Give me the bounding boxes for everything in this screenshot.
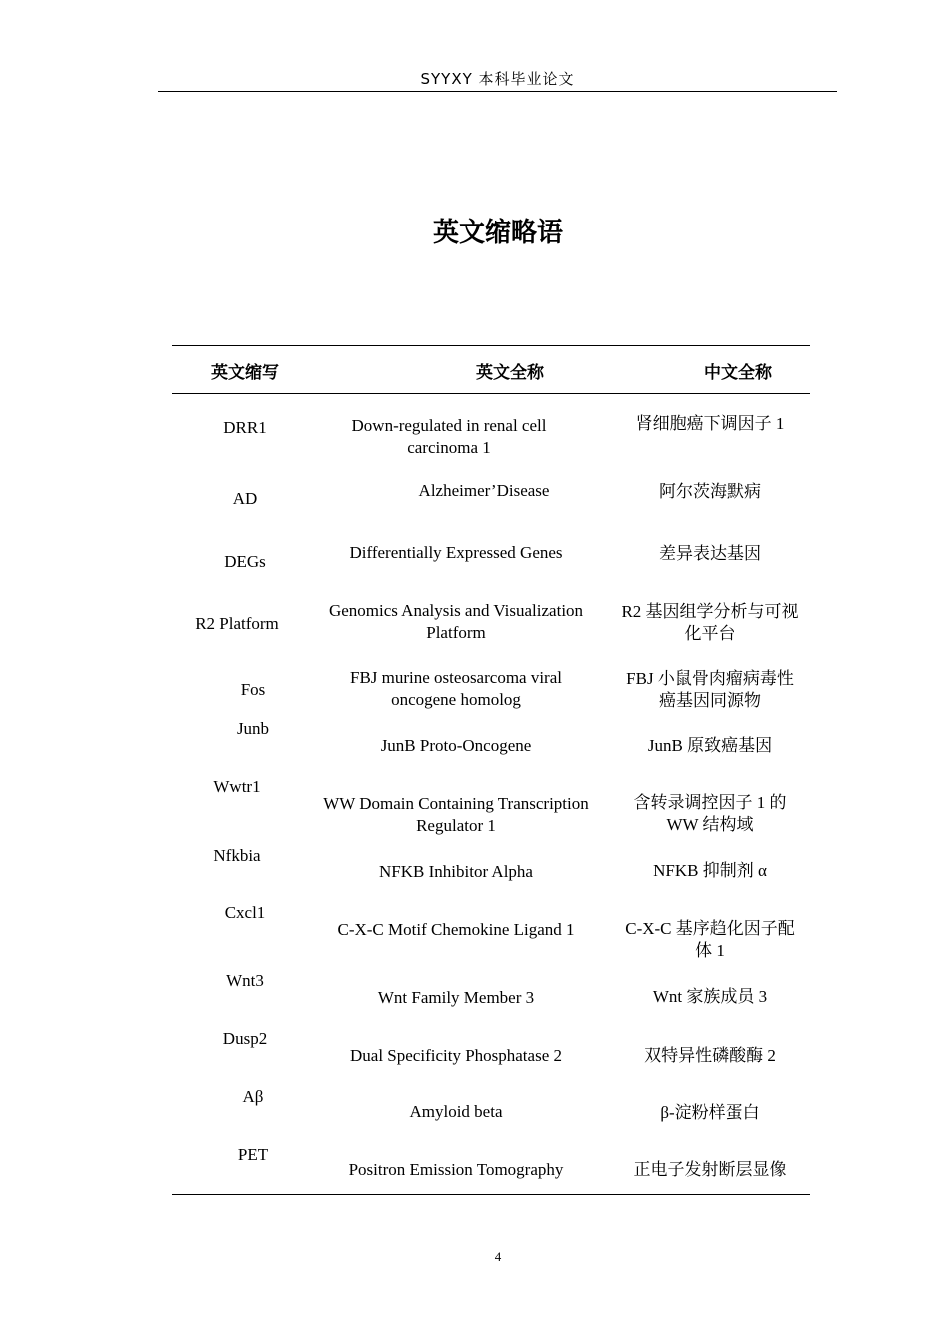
full-en-cell: carcinoma 1 bbox=[407, 438, 491, 457]
full-cn-cell: 含转录调控因子 1 的 bbox=[633, 793, 787, 812]
abbr-cell: Nfkbia bbox=[213, 846, 261, 865]
header-rule bbox=[158, 91, 837, 92]
abbr-cell: DEGs bbox=[224, 552, 266, 571]
full-en-cell: Wnt Family Member 3 bbox=[377, 988, 535, 1007]
page-title: 英文缩略语 bbox=[432, 218, 563, 248]
full-en-cell: Differentially Expressed Genes bbox=[349, 543, 563, 562]
abbr-cell: Fos bbox=[240, 680, 266, 699]
abbr-cell: AD bbox=[232, 489, 258, 508]
full-en-cell: FBJ murine osteosarcoma viral bbox=[350, 668, 562, 687]
page-number: 4 bbox=[494, 1249, 502, 1264]
full-en-cell: Platform bbox=[426, 623, 486, 642]
full-en-cell: WW Domain Containing Transcription bbox=[323, 794, 589, 813]
full-cn-cell: R2 基因组学分析与可视 bbox=[621, 602, 799, 621]
full-cn-cell: NFKB 抑制剂 α bbox=[653, 861, 767, 880]
abbr-cell: Wwtr1 bbox=[213, 777, 261, 796]
full-cn-cell: 肾细胞癌下调因子 1 bbox=[635, 414, 785, 433]
full-cn-cell: 化平台 bbox=[684, 624, 736, 643]
full-en-cell: Regulator 1 bbox=[416, 816, 496, 835]
full-cn-cell: 体 1 bbox=[695, 941, 725, 960]
full-cn-cell: JunB 原致癌基因 bbox=[647, 736, 773, 755]
full-en-cell: JunB Proto-Oncogene bbox=[380, 736, 532, 755]
abbr-cell: Aβ bbox=[242, 1087, 264, 1106]
full-en-cell: Genomics Analysis and Visualization bbox=[328, 601, 584, 620]
full-en-cell: NFKB Inhibitor Alpha bbox=[379, 862, 533, 881]
abbr-cell: DRR1 bbox=[223, 418, 267, 437]
column-header-abbr: 英文缩写 bbox=[211, 363, 279, 383]
abbr-cell: Cxcl1 bbox=[224, 903, 266, 922]
page-header: SYYXY 本科毕业论文 bbox=[420, 70, 575, 88]
full-cn-cell: 阿尔茨海默病 bbox=[659, 482, 761, 501]
full-cn-cell: WW 结构域 bbox=[666, 815, 754, 834]
full-cn-cell: C-X-C 基序趋化因子配 bbox=[625, 919, 795, 938]
full-en-cell: Positron Emission Tomography bbox=[348, 1160, 564, 1179]
full-en-cell: Dual Specificity Phosphatase 2 bbox=[350, 1046, 562, 1065]
full-cn-cell: 正电子发射断层显像 bbox=[633, 1160, 787, 1179]
abbr-cell: Dusp2 bbox=[222, 1029, 268, 1048]
abbr-cell: Junb bbox=[236, 719, 270, 738]
column-header-full-en: 英文全称 bbox=[476, 363, 544, 383]
table-top-rule bbox=[172, 345, 810, 346]
full-cn-cell: Wnt 家族成员 3 bbox=[652, 987, 768, 1006]
full-en-cell: oncogene homolog bbox=[391, 690, 521, 709]
full-en-cell: Alzheimer’Disease bbox=[418, 481, 550, 500]
full-en-cell: Amyloid beta bbox=[409, 1102, 503, 1121]
full-cn-cell: FBJ 小鼠骨肉瘤病毒性 bbox=[626, 669, 794, 688]
full-cn-cell: 差异表达基因 bbox=[659, 544, 761, 563]
abbr-cell: Wnt3 bbox=[226, 971, 264, 990]
full-cn-cell: β-淀粉样蛋白 bbox=[660, 1103, 760, 1122]
full-en-cell: C-X-C Motif Chemokine Ligand 1 bbox=[337, 920, 575, 939]
abbr-cell: R2 Platform bbox=[195, 614, 279, 633]
abbr-cell: PET bbox=[237, 1145, 269, 1164]
table-bottom-rule bbox=[172, 1194, 810, 1195]
column-header-full-cn: 中文全称 bbox=[704, 363, 772, 383]
full-en-cell: Down-regulated in renal cell bbox=[351, 416, 547, 435]
table-header-rule bbox=[172, 393, 810, 394]
full-cn-cell: 癌基因同源物 bbox=[659, 691, 761, 710]
full-cn-cell: 双特异性磷酸酶 2 bbox=[644, 1046, 776, 1065]
